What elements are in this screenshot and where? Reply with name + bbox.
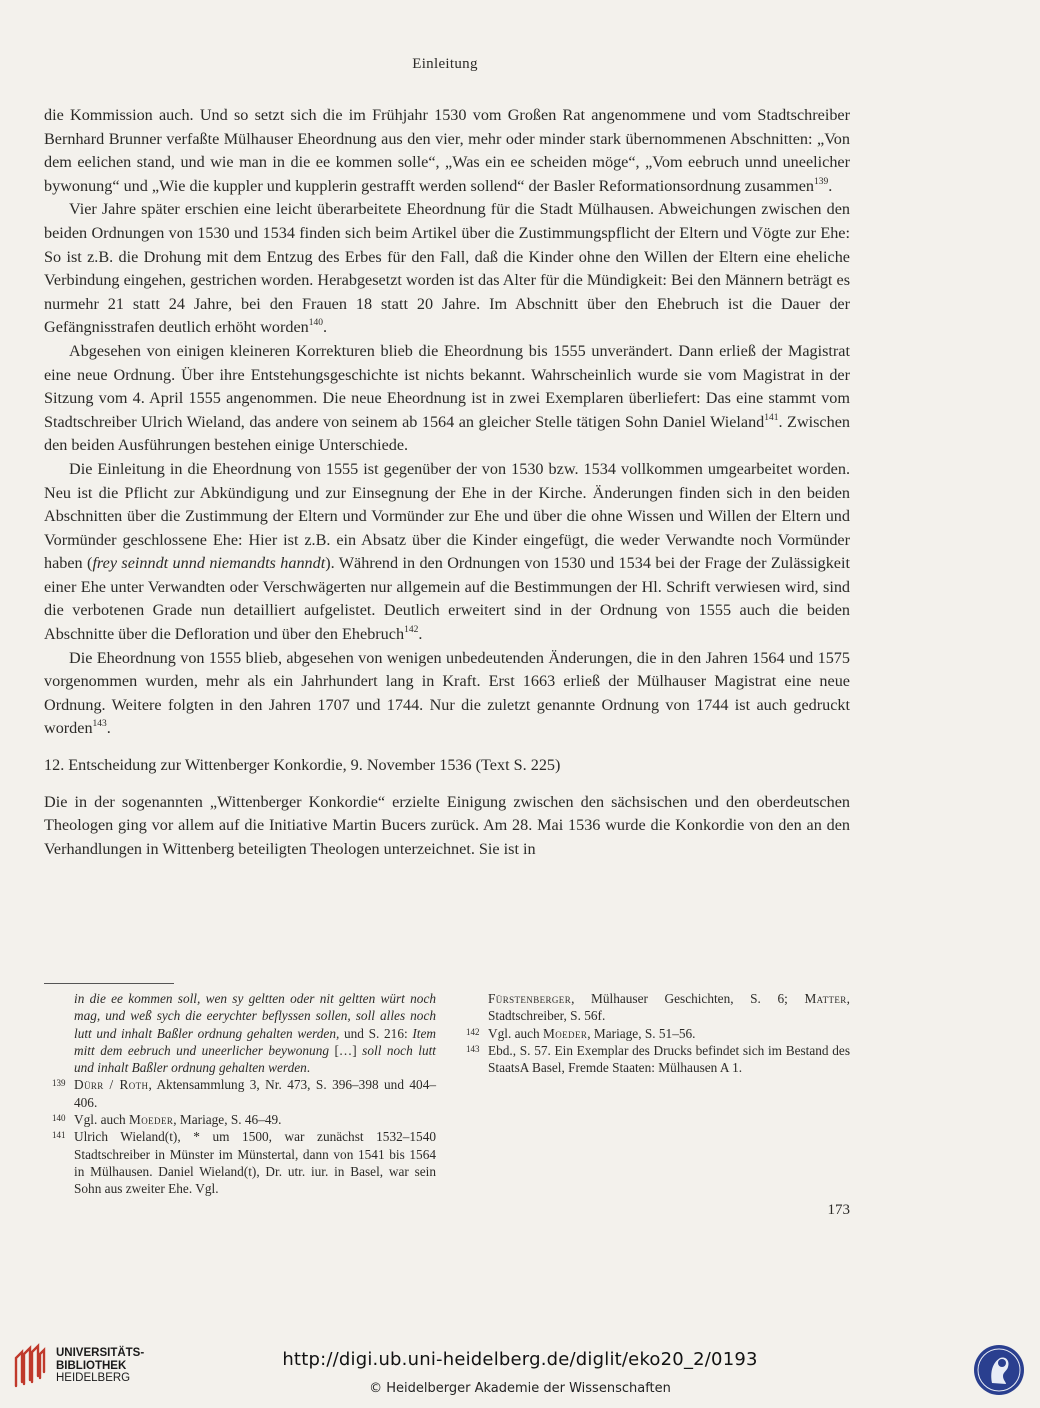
footnote-ref-142[interactable]: 142 [404, 625, 419, 636]
paragraph-6: Die in der sogenannten „Wittenberger Konkordie“ erzielte Einigung zwischen den sächsischen und den oberdeutschen Theologen ging vor allem auf die Initiative Martin Bucers zurück. Am 28. Mai 1536 wurde die Konkordie von den an den Verhandlungen in Wittenberg beteiligten Theologen unterzeichnet. Sie ist in [44, 792, 850, 858]
footnote-ref-141[interactable]: 141 [764, 412, 779, 423]
paragraph-2: Vier Jahre später erschien eine leicht überarbeitete Eheordnung für die Stadt Mülhausen. Abweichungen zwischen den beiden Ordnungen von 1530 und 1534 finden sich beim Artikel über die Zustimmungspflicht der Eltern und Vögte zur Ehe: So ist z.B. die Drohung mit dem Entzug des Erbes für den Fall, daß die Kinder ohne den Willen der Eltern eine eheliche Verbindung eingehen, gestrichen worden. Herabgesetzt worden ist das Alter für die Mündigkeit: Bei den Männern beträgt es nurmehr 21 statt 24 Jahre, bei den Frauen 18 statt 20 Jahre. Im Abschnitt über den Ehebruch ist die Dauer der Gefängnisstrafen deutlich erhöht worden$^{140}$. [44, 200, 850, 337]
footnote-continuation: in die ee kommen soll, wen sy geltten oder nit geltten würt noch mag, und weß sych die eerychter beflyssen sollen, soll alles noch lutt und inhalt Baßler ordnung gehalten werden, und S. 216: Item mitt dem eebruch und uneerlicher beywonung […] soll noch lutt und inhalt Baßler ordnung gehalten werden. [74, 991, 436, 1076]
library-name: UNIVERSITÄTS- BIBLIOTHEK HEIDELBERG [56, 1347, 145, 1385]
footnote-143: 143 Ebd., S. 57. Ein Exemplar des Drucks befindet sich im Bestand des StaatsA Basel, Fremde Staaten: Mülhausen A 1. [466, 1042, 850, 1076]
paragraph-4: Die Einleitung in die Eheordnung von 1555 ist gegenüber der von 1530 bzw. 1534 vollkommen umgearbeitet worden. Neu ist die Pflicht zur Abkündigung und zur Einsegnung der Ehe in der Kirche. Änderungen finden sich in den beiden Abschnitten über die Zustimmung der Eltern und Vormünder zur Ehe und über die ohne Wissen und Willen der Eltern und Vormünder geschlossene Ehe: Hier ist z.B. ein Absatz über die Kinder eingefügt, die weder Verwandte noch Vormünder haben (frey seinndt unnd niemandts hanndt). Während in den Ordnungen von 1530 und 1534 bei der Frage der Zulässigkeit einer Ehe unter Verwandten oder Verschwägerten nur allgemein auf die Bestimmungen der Hl. Schrift verwiesen wird, sind die verbotenen Grade nun detailliert aufgelistet. Deutlich erweitert sind in der Ordnung von 1555 auch die beiden Abschnitte über die Defloration und über den Ehebruch$^{142}$. [44, 459, 850, 644]
paragraph-3: Abgesehen von einigen kleineren Korrekturen blieb die Eheordnung bis 1555 unverändert. Dann erließ der Magistrat eine neue Ordnung. Über ihre Entstehungsgeschichte ist nichts bekannt. Wahrscheinlich wurde sie vom Magistrat in der Sitzung vom 4. April 1555 angenommen. Die neue Eheordnung ist in zwei Exemplaren überliefert: Das eine stammt vom Stadtschreiber Ulrich Wieland, das andere von seinem ab 1564 an gleicher Stelle tätigen Sohn Daniel Wieland$^{141}$. Zwischen den beiden Ausführungen bestehen einige Unterschiede. [44, 341, 850, 455]
footnote-140: 140 Vgl. auch Moeder, Mariage, S. 46–49. [52, 1112, 282, 1128]
paragraph-5: Die Eheordnung von 1555 blieb, abgesehen von wenigen unbedeutenden Änderungen, die in den Jahren 1564 und 1575 vorgenommen wurden, mehr als ein Jahrhundert lang in Kraft. Erst 1663 erließ der Mülhauser Magistrat eine neue Ordnung. Weitere folgten in den Jahren 1707 und 1744. Nur die zuletzt genannte Ordnung von 1744 ist auch gedruckt worden$^{143}$. [44, 648, 850, 738]
running-header: Einleitung [412, 56, 478, 72]
footnote-ref-139[interactable]: 139 [814, 176, 829, 187]
copyright-notice: © Heidelberger Akademie der Wissenschaften [369, 1381, 671, 1396]
footnote-142: 142 Vgl. auch Moeder, Mariage, S. 51–56. [466, 1025, 696, 1041]
footnotes [44, 990, 850, 1198]
main-text [44, 104, 850, 861]
footnote-139: 139 Dürr / Roth, Aktensammlung 3, Nr. 473, S. 396–398 und 404–406. [52, 1077, 437, 1110]
footnote-ref-140[interactable]: 140 [308, 318, 324, 329]
footnote-rule [44, 983, 174, 984]
footnote-141-continued: Fürstenberger, Mülhauser Geschichten, S. 6; Matter, Stadtschreiber, S. 56f. [488, 991, 850, 1024]
section-heading: 12. Entscheidung zur Wittenberger Konkordie, 9. November 1536 (Text S. 225) [44, 756, 561, 775]
footnotes-left-column [44, 990, 436, 1198]
academy-seal-icon[interactable] [972, 1343, 1026, 1397]
footnote-ref-143[interactable]: 143 [92, 719, 107, 730]
footnotes-right-column [458, 990, 850, 1198]
footnote-141: 141 Ulrich Wieland(t), * um 1500, war zunächst 1532–1540 Stadtschreiber in Münster im Münstertal, dann von 1541 bis 1564 in Mülhausen. Daniel Wieland(t), Dr. utr. iur. in Basel, war sein Sohn aus zweiter Ehe. Vgl. [52, 1129, 436, 1197]
permalink-url[interactable]: http://digi.ub.uni-heidelberg.de/diglit/eko20_2/0193 [282, 1349, 758, 1370]
page-number: 173 [827, 1202, 850, 1218]
paragraph-1: die Kommission auch. Und so setzt sich die im Frühjahr 1530 vom Großen Rat angenommene und vom Stadtschreiber Bernhard Brunner verfaßte Mülhauser Eheordnung aus den vier, mehr oder minder stark übernommenen Abschnitten: „Von dem eelichen stand, und wie man in die ee kommen solle“, „Was ein ee scheiden möge“, „Vom eebruch unnd uneelicher bywonung“ und „Wie die kuppler und kupplerin gestrafft werden sollend“ der Basler Reformationsordnung zusammen$^{139}$. [44, 106, 850, 195]
